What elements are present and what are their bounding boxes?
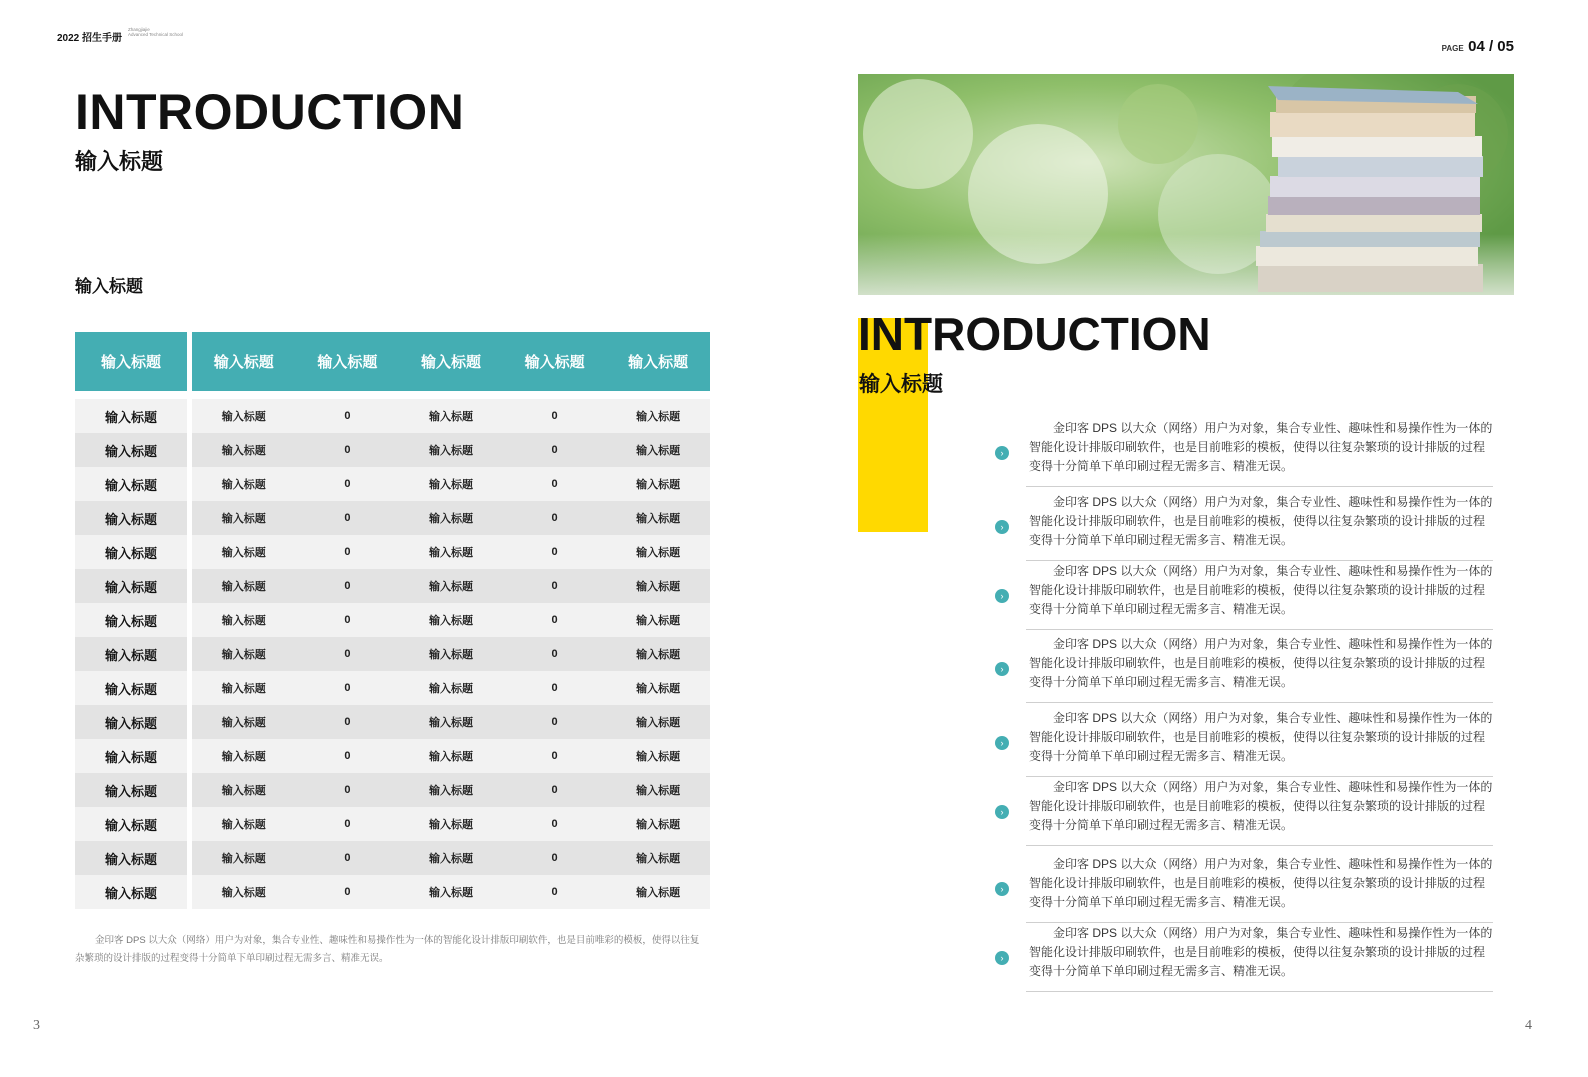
table-cell: 0 bbox=[344, 580, 351, 592]
left-footnote: 金印客 DPS 以大众（网络）用户为对象，集合专业性、趣味性和易操作性为一体的智能化设计排版印刷软件，也是目前唯彩的模板，使得以往复杂繁琐的设计排版的过程变得十分简单下单印刷过程无需多言、精准无误。 bbox=[75, 935, 700, 964]
table-cell: 输入标题 bbox=[636, 717, 681, 729]
divider bbox=[1026, 702, 1493, 703]
table-cell: 输入标题 bbox=[75, 705, 187, 739]
table-cell: 输入标题 bbox=[636, 683, 681, 695]
table-row bbox=[75, 399, 710, 433]
table-cell: 输入标题 bbox=[75, 603, 187, 637]
table-row bbox=[75, 807, 710, 841]
chevron-right-icon: › bbox=[995, 882, 1009, 896]
table-cell: 0 bbox=[344, 444, 351, 456]
table-cell: 0 bbox=[551, 716, 558, 728]
table-cell: 输入标题 bbox=[221, 887, 266, 899]
table-cell: 0 bbox=[551, 886, 558, 898]
table-cell: 0 bbox=[551, 784, 558, 796]
table-cell: 输入标题 bbox=[428, 785, 473, 797]
left-heading: INTRODUCTION bbox=[75, 84, 465, 140]
table-cell: 0 bbox=[344, 512, 351, 524]
table-cell: 输入标题 bbox=[636, 581, 681, 593]
header-title: 2022 招生手册 bbox=[57, 33, 123, 44]
chevron-right-icon: › bbox=[995, 520, 1009, 534]
list-item-text: 金印客 DPS 以大众（网络）用户为对象，集合专业性、趣味性和易操作性为一体的智能化设计排版印刷软件，也是目前唯彩的模板，使得以往复杂繁琐的设计排版的过程变得十分简单下单印刷过程无需多言、精准无误。 bbox=[1029, 637, 1493, 689]
list-item-text: 金印客 DPS 以大众（网络）用户为对象，集合专业性、趣味性和易操作性为一体的智能化设计排版印刷软件，也是目前唯彩的模板，使得以往复杂繁琐的设计排版的过程变得十分简单下单印刷过程无需多言、精准无误。 bbox=[1029, 495, 1493, 547]
table-cell: 输入标题 bbox=[428, 479, 473, 491]
chevron-right-icon: › bbox=[995, 951, 1009, 965]
table-cell: 输入标题 bbox=[221, 819, 266, 831]
table-cell: 0 bbox=[551, 614, 558, 626]
table-cell: 输入标题 bbox=[75, 433, 187, 467]
table-cell: 输入标题 bbox=[636, 479, 681, 491]
table-header-cell: 输入标题 bbox=[75, 332, 187, 391]
table-cell: 输入标题 bbox=[636, 887, 681, 899]
chevron-right-icon: › bbox=[995, 446, 1009, 460]
table-cell: 输入标题 bbox=[221, 581, 266, 593]
table-cell: 输入标题 bbox=[428, 853, 473, 865]
stacked-books-photo bbox=[858, 74, 1514, 295]
table-cell: 0 bbox=[344, 682, 351, 694]
table-cell: 输入标题 bbox=[75, 535, 187, 569]
table-cell: 输入标题 bbox=[428, 615, 473, 627]
table-cell: 输入标题 bbox=[75, 501, 187, 535]
divider bbox=[1026, 845, 1493, 846]
table-cell: 输入标题 bbox=[75, 467, 187, 501]
table-header bbox=[75, 332, 710, 391]
divider bbox=[1026, 991, 1493, 992]
table-cell: 输入标题 bbox=[428, 547, 473, 559]
table-cell: 输入标题 bbox=[428, 751, 473, 763]
table-cell: 输入标题 bbox=[75, 773, 187, 807]
table-cell: 输入标题 bbox=[221, 683, 266, 695]
table-cell: 输入标题 bbox=[221, 547, 266, 559]
table-cell: 输入标题 bbox=[636, 513, 681, 525]
table-cell: 0 bbox=[551, 818, 558, 830]
list-item-text: 金印客 DPS 以大众（网络）用户为对象，集合专业性、趣味性和易操作性为一体的智能化设计排版印刷软件，也是目前唯彩的模板，使得以往复杂繁琐的设计排版的过程变得十分简单下单印刷过程无需多言、精准无误。 bbox=[1029, 564, 1493, 616]
divider bbox=[1026, 776, 1493, 777]
table-cell: 0 bbox=[344, 716, 351, 728]
table-cell: 输入标题 bbox=[75, 637, 187, 671]
table-cell: 输入标题 bbox=[75, 399, 187, 433]
list-item-text: 金印客 DPS 以大众（网络）用户为对象，集合专业性、趣味性和易操作性为一体的智能化设计排版印刷软件，也是目前唯彩的模板，使得以往复杂繁琐的设计排版的过程变得十分简单下单印刷过程无需多言、精准无误。 bbox=[1029, 421, 1493, 473]
table-cell: 输入标题 bbox=[221, 751, 266, 763]
table-row bbox=[75, 637, 710, 671]
school-name bbox=[128, 27, 183, 37]
table-cell: 0 bbox=[344, 818, 351, 830]
table-cell: 输入标题 bbox=[221, 513, 266, 525]
table-cell: 0 bbox=[344, 750, 351, 762]
table-cell: 输入标题 bbox=[75, 739, 187, 773]
table-cell: 0 bbox=[551, 648, 558, 660]
table-cell: 输入标题 bbox=[636, 785, 681, 797]
table-cell: 输入标题 bbox=[221, 479, 266, 491]
table-cell: 输入标题 bbox=[428, 819, 473, 831]
chevron-right-icon: › bbox=[995, 662, 1009, 676]
table-cell: 输入标题 bbox=[636, 819, 681, 831]
right-page-number: 4 bbox=[1525, 1018, 1532, 1033]
table-header-cell: 输入标题 bbox=[317, 354, 378, 371]
list-item-text: 金印客 DPS 以大众（网络）用户为对象，集合专业性、趣味性和易操作性为一体的智能化设计排版印刷软件，也是目前唯彩的模板，使得以往复杂繁琐的设计排版的过程变得十分简单下单印刷过程无需多言、精准无误。 bbox=[1029, 780, 1493, 832]
table-cell: 输入标题 bbox=[75, 807, 187, 841]
table-cell: 输入标题 bbox=[221, 717, 266, 729]
table-cell: 输入标题 bbox=[75, 875, 187, 909]
table-cell: 0 bbox=[551, 410, 558, 422]
divider bbox=[1026, 486, 1493, 487]
books-photo bbox=[858, 74, 1514, 295]
table-cell: 输入标题 bbox=[636, 547, 681, 559]
table-cell: 输入标题 bbox=[636, 445, 681, 457]
table-cell: 输入标题 bbox=[428, 683, 473, 695]
list-item-text: 金印客 DPS 以大众（网络）用户为对象，集合专业性、趣味性和易操作性为一体的智能化设计排版印刷软件，也是目前唯彩的模板，使得以往复杂繁琐的设计排版的过程变得十分简单下单印刷过程无需多言、精准无误。 bbox=[1029, 857, 1493, 909]
page-number-range: 04 / 05 bbox=[1468, 38, 1514, 55]
table-cell: 输入标题 bbox=[428, 513, 473, 525]
table-cell: 输入标题 bbox=[75, 569, 187, 603]
table-cell: 0 bbox=[551, 444, 558, 456]
table-cell: 输入标题 bbox=[636, 853, 681, 865]
divider bbox=[1026, 922, 1493, 923]
table-cell: 0 bbox=[551, 546, 558, 558]
table-header-cell: 输入标题 bbox=[420, 354, 481, 371]
table-cell: 输入标题 bbox=[221, 615, 266, 627]
table-row bbox=[75, 603, 710, 637]
table-row bbox=[75, 535, 710, 569]
table-cell: 0 bbox=[551, 478, 558, 490]
table-cell: 0 bbox=[344, 614, 351, 626]
table-cell: 0 bbox=[551, 750, 558, 762]
table-cell: 0 bbox=[344, 886, 351, 898]
left-page-number: 3 bbox=[33, 1018, 40, 1033]
chevron-right-icon: › bbox=[995, 589, 1009, 603]
right-subheading: 输入标题 bbox=[859, 373, 943, 396]
table-cell: 输入标题 bbox=[636, 751, 681, 763]
page-label: PAGE bbox=[1441, 44, 1464, 53]
chevron-right-icon: › bbox=[995, 805, 1009, 819]
table-cell: 输入标题 bbox=[636, 615, 681, 627]
table-row bbox=[75, 875, 710, 909]
table-cell: 0 bbox=[344, 546, 351, 558]
table-section-title: 输入标题 bbox=[75, 277, 143, 296]
table-cell: 0 bbox=[551, 852, 558, 864]
table-row bbox=[75, 705, 710, 739]
table-row bbox=[75, 841, 710, 875]
table-cell: 0 bbox=[344, 410, 351, 422]
table-cell: 输入标题 bbox=[75, 671, 187, 705]
table-row bbox=[75, 739, 710, 773]
table-cell: 输入标题 bbox=[221, 649, 266, 661]
table-cell: 输入标题 bbox=[428, 717, 473, 729]
table-row bbox=[75, 671, 710, 705]
table-cell: 0 bbox=[344, 648, 351, 660]
table-cell: 输入标题 bbox=[75, 841, 187, 875]
left-subheading: 输入标题 bbox=[75, 149, 164, 174]
table-row bbox=[75, 433, 710, 467]
chevron-right-icon: › bbox=[995, 736, 1009, 750]
school-name-line1: Zhangjiajie bbox=[128, 27, 150, 32]
table-row bbox=[75, 569, 710, 603]
list-item-text: 金印客 DPS 以大众（网络）用户为对象，集合专业性、趣味性和易操作性为一体的智能化设计排版印刷软件，也是目前唯彩的模板，使得以往复杂繁琐的设计排版的过程变得十分简单下单印刷过程无需多言、精准无误。 bbox=[1029, 711, 1493, 763]
table-body bbox=[75, 399, 710, 909]
divider bbox=[1026, 629, 1493, 630]
table-cell: 0 bbox=[551, 512, 558, 524]
divider bbox=[1026, 560, 1493, 561]
table-cell: 输入标题 bbox=[221, 445, 266, 457]
table-row bbox=[75, 467, 710, 501]
school-name-line2: Advanced Technical School bbox=[128, 32, 183, 37]
page-indicator bbox=[1442, 38, 1514, 55]
table-cell: 0 bbox=[344, 852, 351, 864]
table-row bbox=[75, 773, 710, 807]
data-table bbox=[75, 332, 710, 909]
table-cell: 0 bbox=[344, 478, 351, 490]
table-cell: 0 bbox=[344, 784, 351, 796]
table-cell: 输入标题 bbox=[428, 445, 473, 457]
table-cell: 输入标题 bbox=[428, 649, 473, 661]
table-row bbox=[75, 501, 710, 535]
table-cell: 输入标题 bbox=[221, 411, 266, 423]
table-cell: 输入标题 bbox=[636, 649, 681, 661]
table-cell: 输入标题 bbox=[221, 853, 266, 865]
list-item-text: 金印客 DPS 以大众（网络）用户为对象，集合专业性、趣味性和易操作性为一体的智能化设计排版印刷软件，也是目前唯彩的模板，使得以往复杂繁琐的设计排版的过程变得十分简单下单印刷过程无需多言、精准无误。 bbox=[1029, 926, 1493, 978]
table-cell: 0 bbox=[551, 580, 558, 592]
table-cell: 输入标题 bbox=[636, 411, 681, 423]
table-header-cell: 输入标题 bbox=[213, 354, 274, 371]
table-cell: 输入标题 bbox=[428, 887, 473, 899]
table-cell: 0 bbox=[551, 682, 558, 694]
table-header-cell: 输入标题 bbox=[524, 354, 585, 371]
table-cell: 输入标题 bbox=[428, 411, 473, 423]
right-heading: INTRODUCTION bbox=[858, 308, 1211, 360]
table-cell: 输入标题 bbox=[221, 785, 266, 797]
table-cell: 输入标题 bbox=[428, 581, 473, 593]
table-header-cell: 输入标题 bbox=[628, 354, 689, 371]
